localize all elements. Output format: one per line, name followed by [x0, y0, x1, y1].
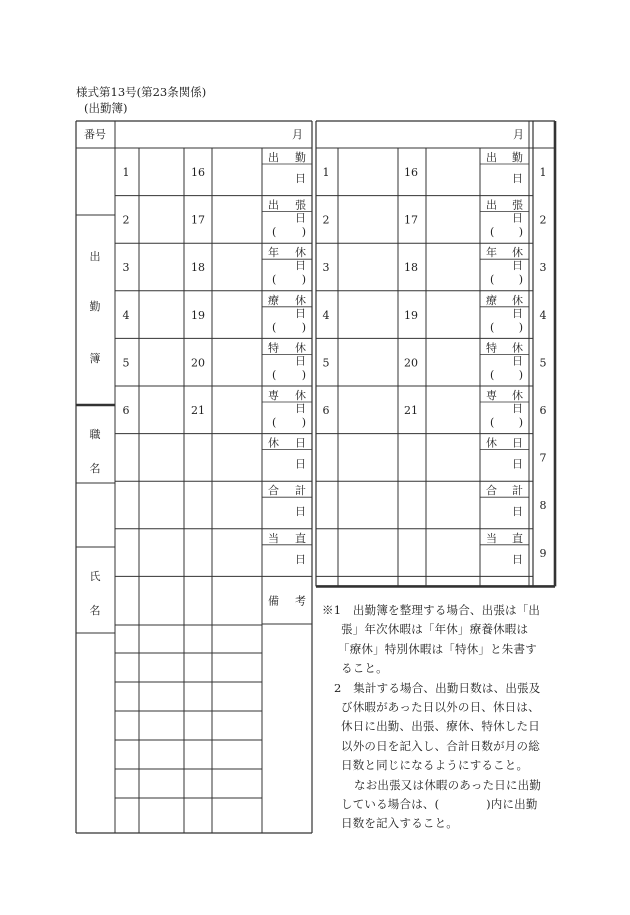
- category-char-a: 専: [486, 389, 497, 402]
- paren-open: (: [490, 320, 495, 334]
- category-char-b: 休: [295, 341, 306, 355]
- remarks-char-a: 備: [268, 594, 279, 608]
- note-line: 休日に出勤、出張、療休、特休した日: [341, 719, 540, 734]
- paren-close: ): [301, 416, 306, 429]
- category-unit: 日: [512, 552, 523, 566]
- day-number-right-2: 20: [404, 356, 418, 370]
- day-number-right: 2: [322, 213, 330, 227]
- day-number-right: 3: [322, 261, 330, 275]
- paren-open: (: [490, 225, 495, 239]
- right-index-number: 4: [539, 308, 547, 322]
- form-title: 様式第13号(第23条関係): [76, 85, 207, 99]
- category-char-a: 休: [486, 436, 497, 450]
- right-index-number: 5: [539, 356, 547, 370]
- form-subtitle: (出勤簿): [84, 101, 128, 115]
- paren-open: (: [272, 416, 277, 429]
- category-unit: 日: [295, 457, 306, 471]
- paren-open: (: [490, 416, 495, 429]
- category-char-a: 出: [486, 198, 497, 212]
- paren-close: ): [301, 368, 306, 382]
- category-char-b: 計: [295, 484, 306, 498]
- category-char-a: 特: [486, 341, 497, 355]
- day-number-left: 1: [122, 166, 130, 179]
- category-unit: 日: [295, 505, 306, 519]
- category-char-b: 休: [295, 293, 306, 307]
- right-index-number: 3: [539, 261, 547, 275]
- category-char-b: 休: [512, 246, 523, 260]
- category-char-a: 出: [486, 151, 497, 164]
- category-char-a: 専: [268, 389, 279, 402]
- category-char-a: 療: [486, 293, 497, 307]
- paren-open: (: [272, 368, 277, 382]
- category-char-b: 勤: [512, 151, 523, 164]
- right-index-number: 2: [539, 213, 547, 227]
- category-unit: 日: [295, 354, 306, 368]
- category-unit: 日: [512, 172, 523, 185]
- category-char-a: 年: [268, 246, 279, 260]
- paren-close: ): [518, 225, 523, 239]
- category-char-b: 日: [295, 436, 306, 450]
- category-char-a: 特: [268, 341, 279, 355]
- bangou-label: 番号: [84, 128, 106, 141]
- category-unit: 日: [295, 259, 306, 273]
- category-char-a: 当: [268, 531, 279, 545]
- day-number-left: 3: [122, 261, 130, 275]
- right-index-number: 8: [539, 499, 547, 513]
- note-line: 以外の日を記入し、合計日数が月の総: [341, 738, 540, 753]
- category-char-a: 出: [268, 198, 279, 212]
- category-char-b: 勤: [295, 151, 306, 164]
- day-number-left: 6: [122, 404, 130, 417]
- day-number-right-2: 18: [404, 261, 418, 275]
- paren-close: ): [301, 225, 306, 239]
- category-char-b: 直: [295, 531, 306, 545]
- note-line: 2 集計する場合、出勤日数は、出張及: [334, 680, 541, 695]
- category-char-b: 休: [295, 246, 306, 260]
- category-unit: 日: [295, 306, 306, 320]
- category-unit: 日: [512, 306, 523, 320]
- category-unit: 日: [512, 402, 523, 415]
- month-label-right: 月: [513, 128, 524, 141]
- category-unit: 日: [512, 354, 523, 368]
- side-label-shukkinbo: 簿: [89, 352, 101, 365]
- category-unit: 日: [295, 552, 306, 566]
- day-number-right-2: 19: [404, 308, 418, 322]
- side-label-shimei: 名: [89, 604, 101, 617]
- note-line: している場合は、( )内に出勤: [341, 797, 538, 811]
- day-number-left-2: 16: [191, 166, 205, 179]
- side-label-shukkinbo: 勤: [89, 300, 101, 313]
- note-line: 日数を記入すること。: [341, 816, 458, 831]
- day-number-right-2: 17: [404, 213, 418, 227]
- note-line: ※1 出勤簿を整理する場合、出張は「出: [322, 603, 541, 617]
- category-unit: 日: [295, 402, 306, 415]
- category-char-a: 当: [486, 531, 497, 545]
- category-char-b: 休: [512, 293, 523, 307]
- note-line: ること。: [341, 661, 388, 676]
- category-char-b: 張: [295, 198, 306, 212]
- category-char-b: 休: [295, 389, 306, 402]
- paren-close: ): [518, 416, 523, 429]
- day-number-left: 4: [122, 308, 130, 322]
- category-char-b: 直: [512, 531, 523, 545]
- right-index-number: 7: [539, 451, 547, 465]
- day-number-right: 1: [322, 166, 330, 179]
- day-number-left-2: 17: [191, 213, 205, 227]
- month-label-left: 月: [292, 128, 303, 141]
- category-unit: 日: [512, 259, 523, 273]
- category-char-b: 休: [512, 341, 523, 355]
- category-unit: 日: [512, 457, 523, 471]
- category-unit: 日: [295, 172, 306, 185]
- note-line: 日数と同じになるようにすること。: [341, 758, 529, 773]
- category-char-b: 日: [512, 436, 523, 450]
- paren-open: (: [490, 273, 495, 287]
- category-char-a: 療: [268, 293, 279, 307]
- category-char-b: 計: [512, 484, 523, 498]
- side-label-shukkinbo: 出: [89, 250, 101, 263]
- note-line: 張」年次休暇は「年休」療養休暇は: [341, 622, 529, 637]
- category-char-a: 合: [268, 484, 279, 498]
- day-number-right: 5: [322, 356, 330, 370]
- paren-close: ): [518, 273, 523, 287]
- day-number-right: 4: [322, 308, 330, 322]
- category-char-a: 合: [486, 484, 497, 498]
- category-char-b: 張: [512, 198, 523, 212]
- right-index-number: 9: [539, 546, 547, 560]
- day-number-left-2: 19: [191, 308, 205, 322]
- side-label-shimei: 氏: [89, 570, 101, 583]
- paren-close: ): [518, 368, 523, 382]
- note-line: 「療休」特別休暇は「特休」と朱書す: [338, 641, 537, 656]
- category-char-b: 休: [512, 389, 523, 402]
- side-label-shokumei: 名: [89, 462, 101, 475]
- paren-open: (: [272, 225, 277, 239]
- day-number-right: 6: [322, 404, 330, 417]
- right-index-number: 6: [539, 404, 547, 417]
- category-char-a: 休: [268, 436, 279, 450]
- paren-close: ): [301, 273, 306, 287]
- category-unit: 日: [512, 505, 523, 519]
- day-number-left-2: 21: [191, 404, 205, 417]
- note-line: び休暇があった日以外の日、休日は、: [341, 700, 540, 714]
- paren-open: (: [490, 368, 495, 382]
- day-number-left: 5: [122, 356, 130, 370]
- right-index-number: 1: [539, 166, 547, 179]
- day-number-right-2: 16: [404, 166, 418, 179]
- category-char-a: 出: [268, 151, 279, 164]
- day-number-left-2: 20: [191, 356, 205, 370]
- paren-open: (: [272, 320, 277, 334]
- category-unit: 日: [295, 211, 306, 225]
- category-unit: 日: [512, 211, 523, 225]
- category-char-a: 年: [486, 246, 497, 260]
- note-line: なお出張又は休暇のあった日に出勤: [354, 777, 542, 792]
- day-number-left-2: 18: [191, 261, 205, 275]
- paren-close: ): [518, 320, 523, 334]
- paren-close: ): [301, 320, 306, 334]
- day-number-right-2: 21: [404, 404, 418, 417]
- remarks-char-b: 考: [295, 594, 306, 608]
- day-number-left: 2: [122, 213, 130, 227]
- paren-open: (: [272, 273, 277, 287]
- side-label-shokumei: 職: [89, 428, 101, 441]
